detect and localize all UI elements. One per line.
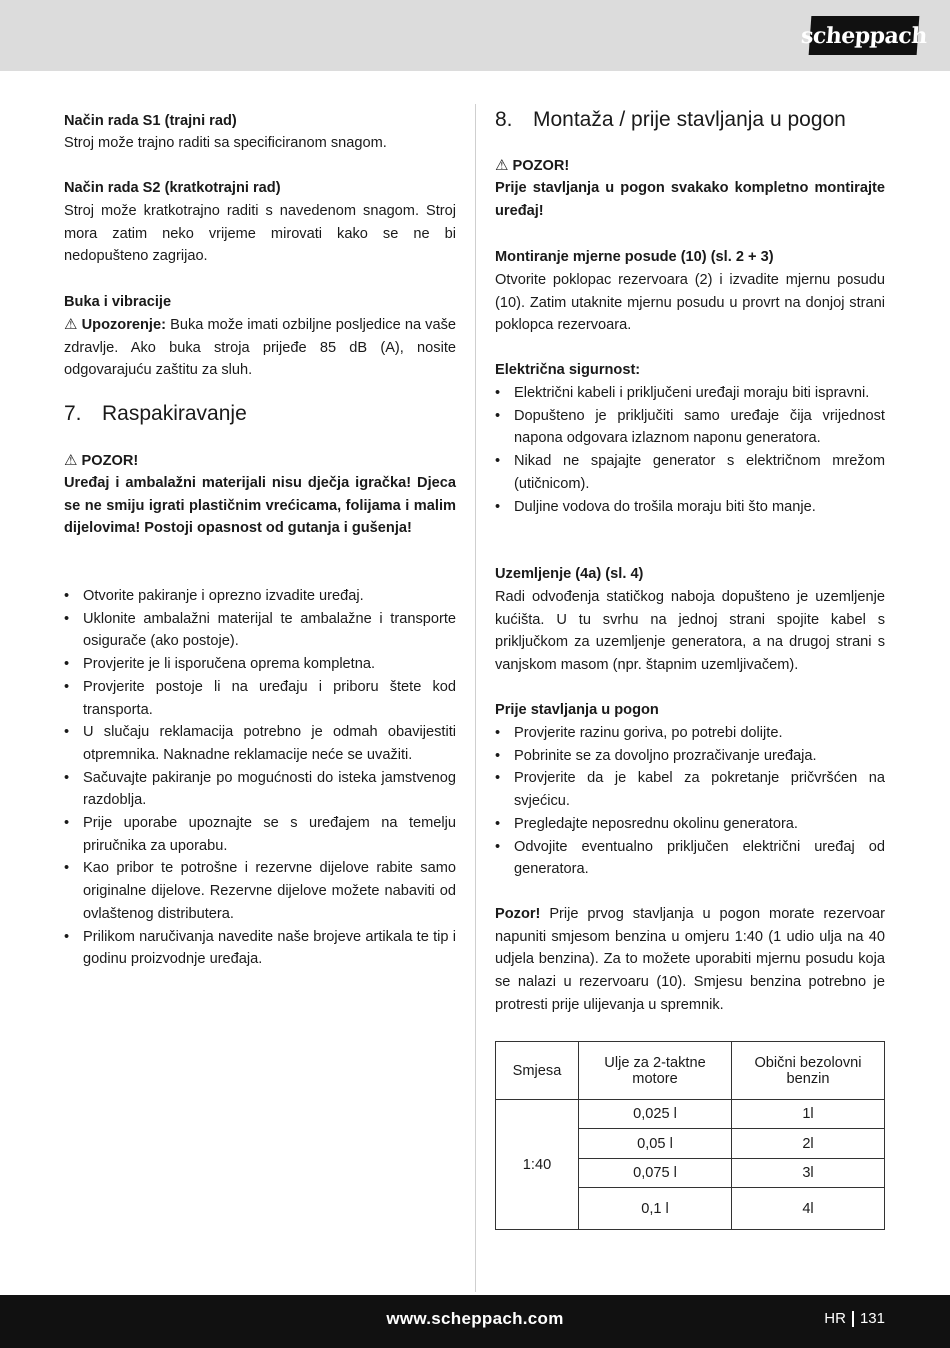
noise-paragraph bbox=[64, 314, 456, 382]
pozor-text: Uređaj i ambalažni materijali nisu dječja igračka! Djeca se ne smiju igrati plastičnim vrećicama, folijama i malim dijelovima! Postoji opasnost od gutanja i gušenja! bbox=[64, 475, 456, 537]
table-cell: 1l bbox=[732, 1100, 885, 1129]
fuel-note bbox=[495, 903, 885, 1017]
grounding-text: Radi odvođenja statičkog naboja dopušteno je uzemljenje kućišta. U tu svrhu na jednoj strani spojite kabel s priključkom za uzemljenje generatora, a na drugoj strani s vanjskom masom (npr. štapnim uzemljivačem). bbox=[495, 589, 885, 674]
column-divider bbox=[475, 104, 476, 1292]
list-item: • U slučaju reklamacija potrebno je odmah obavijestiti otpremnika. Naknadne reklamacije neće se uvažiti. bbox=[64, 721, 456, 766]
fuel-note-text: Prije prvog stavljanja u pogon morate rezervoar napuniti smjesom benzina u omjeru 1:40 (1 udio ulja na 40 udjela benzina). Za to možete uporabiti mjernu posudu koja se nalazi u rezervoaru (10). Smjesu benzina potrebno je protresti prije ulijevanja u spremnik. bbox=[495, 906, 885, 1013]
separator bbox=[852, 1311, 854, 1327]
table-cell: 3l bbox=[732, 1159, 885, 1188]
list-item: • Prilikom naručivanja navedite naše brojeve artikala te tip i godinu proizvodnje uređaja. bbox=[64, 926, 456, 971]
header-bar bbox=[0, 0, 950, 71]
warning-icon: ⚠ bbox=[495, 157, 509, 174]
list-item: • Otvorite pakiranje i oprezno izvadite uređaj. bbox=[64, 585, 456, 608]
website-link[interactable]: www.scheppach.com bbox=[386, 1309, 564, 1328]
section-7-number: 7. bbox=[64, 402, 82, 425]
pozor-label: POZOR! bbox=[512, 158, 570, 174]
unpacking-list bbox=[64, 585, 456, 971]
noise-text: Buka može imati ozbiljne posljedice na vaše zdravlje. Ako buka stroja prijeđe 85 dB (A), nosite odgovarajuću zaštitu za sluh. bbox=[64, 317, 456, 379]
table-cell: 0,025 l bbox=[579, 1100, 732, 1129]
grounding-title: Uzemljenje (4a) (sl. 4) bbox=[495, 566, 644, 582]
language-code: HR bbox=[824, 1310, 846, 1327]
pozor-heading bbox=[495, 155, 569, 178]
table-header-cell: Smjesa bbox=[496, 1042, 579, 1100]
list-item: • Sačuvajte pakiranje po mogućnosti do isteka jamstvenog razdoblja. bbox=[64, 767, 456, 812]
section-8-title: Montaža / prije stavljanja u pogon bbox=[533, 108, 846, 131]
list-item: • Provjerite da je kabel za pokretanje pričvršćen na svjećicu. bbox=[495, 767, 885, 812]
pozor-heading bbox=[64, 450, 138, 473]
s1-title: Način rada S1 (trajni rad) bbox=[64, 113, 237, 129]
section-8-heading bbox=[495, 107, 846, 133]
section-8-number: 8. bbox=[495, 108, 513, 131]
table-cell: 0,1 l bbox=[579, 1188, 732, 1230]
section-7-title: Raspakiravanje bbox=[102, 402, 247, 425]
list-item: • Prije uporabe upoznajte se s uređajem na temelju priručnika za uporabu. bbox=[64, 812, 456, 857]
brand-logo: scheppach bbox=[809, 16, 920, 55]
list-item: • Odvojite eventualno priključen električni uređaj od generatora. bbox=[495, 836, 885, 881]
s2-title: Način rada S2 (kratkotrajni rad) bbox=[64, 180, 281, 196]
warning-icon: ⚠ bbox=[64, 452, 78, 469]
list-item: • Nikad ne spajajte generator s električnom mrežom (utičnicom). bbox=[495, 450, 885, 495]
measure-title: Montiranje mjerne posude (10) (sl. 2 + 3) bbox=[495, 249, 774, 265]
ratio-cell: 1:40 bbox=[496, 1100, 579, 1230]
list-item: • Pregledajte neposrednu okolinu generatora. bbox=[495, 813, 885, 836]
start-title: Prije stavljanja u pogon bbox=[495, 702, 659, 718]
page-indicator bbox=[824, 1310, 885, 1327]
list-item: • Uklonite ambalažni materijal te ambalažne i transporte osigurače (ako postoje). bbox=[64, 608, 456, 653]
table-cell: 2l bbox=[732, 1129, 885, 1159]
fuel-note-label: Pozor! bbox=[495, 906, 541, 922]
s1-text: Stroj može trajno raditi sa specificiranom snagom. bbox=[64, 135, 387, 151]
electrical-title: Električna sigurnost: bbox=[495, 362, 641, 378]
footer-bar bbox=[0, 1295, 950, 1348]
table-cell: 0,05 l bbox=[579, 1129, 732, 1159]
warning-icon: ⚠ bbox=[64, 316, 78, 333]
list-item: • Električni kabeli i priključeni uređaji moraju biti ispravni. bbox=[495, 382, 885, 405]
table-header-cell: Ulje za 2-taktne motore bbox=[579, 1042, 732, 1100]
list-item: • Duljine vodova do trošila moraju biti što manje. bbox=[495, 496, 885, 519]
list-item: • Provjerite postoje li na uređaju i priboru štete kod transporta. bbox=[64, 676, 456, 721]
list-item: • Provjerite je li isporučena oprema kompletna. bbox=[64, 653, 456, 676]
electrical-list bbox=[495, 382, 885, 518]
table-header-row bbox=[496, 1042, 885, 1100]
fuel-mix-table bbox=[495, 1041, 885, 1230]
table-cell: 4l bbox=[732, 1188, 885, 1230]
page-number: 131 bbox=[859, 1310, 885, 1327]
list-item: • Provjerite razinu goriva, po potrebi dolijte. bbox=[495, 722, 885, 745]
section-7-heading bbox=[64, 401, 247, 427]
start-list bbox=[495, 722, 885, 881]
list-item: • Kao pribor te potrošne i rezervne dijelove rabite samo originalne dijelove. Rezervne dijelove možete nabaviti od ovlaštenog distributera. bbox=[64, 857, 456, 925]
list-item: • Pobrinite se za dovoljno prozračivanje uređaja. bbox=[495, 745, 885, 768]
table-cell: 0,075 l bbox=[579, 1159, 732, 1188]
table-row bbox=[496, 1100, 885, 1129]
table-header-cell: Obični bezolovni benzin bbox=[732, 1042, 885, 1100]
list-item: • Dopušteno je priključiti samo uređaje čija vrijednost napona odgovara izlaznom naponu generatora. bbox=[495, 405, 885, 450]
pozor-label: POZOR! bbox=[81, 453, 139, 469]
noise-title: Buka i vibracije bbox=[64, 294, 172, 310]
noise-warning-label: Upozorenje: bbox=[81, 317, 166, 333]
s2-text: Stroj može kratkotrajno raditi s navedenom snagom. Stroj mora zatim neko vrijeme mirovati kako se ne bi nedopušteno zagrijao. bbox=[64, 203, 456, 265]
measure-text: Otvorite poklopac rezervoara (2) i izvadite mjernu posudu (10). Zatim utaknite mjernu posudu u provrt na donjoj strani poklopca rezervoara. bbox=[495, 272, 885, 334]
pozor-text: Prije stavljanja u pogon svakako kompletno montirajte uređaj! bbox=[495, 180, 885, 219]
